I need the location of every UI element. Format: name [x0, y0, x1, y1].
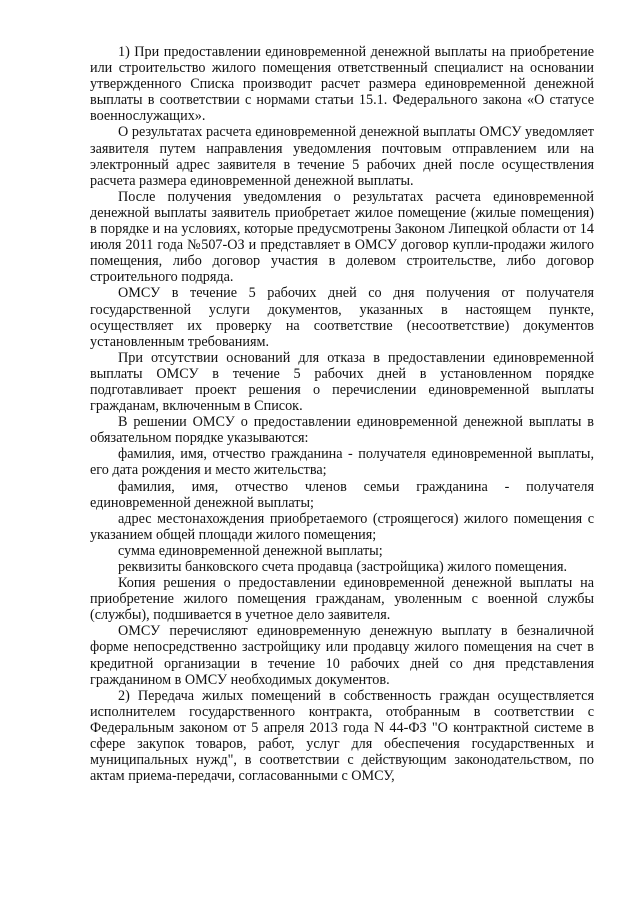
paragraph-calculation-notice: О результатах расчета единовременной денежной выплаты ОМСУ уведомляет заявителя путем направления уведомления почтовым отправлением или на электронный адрес заявителя в течение 5 рабочих дней после осуществления расчета размера единовременной денежной выплаты.	[90, 124, 594, 189]
paragraph-decision-contents: В решении ОМСУ о предоставлении единовременной денежной выплаты в обязательном порядке указываются:	[90, 414, 594, 447]
list-item-family-members: фамилия, имя, отчество членов семьи гражданина - получателя единовременной денежной выплаты;	[90, 478, 594, 511]
list-item-property-address: адрес местонахождения приобретаемого (строящегося) жилого помещения с указанием общей площади жилого помещения;	[90, 510, 594, 543]
document-page	[90, 44, 594, 784]
paragraph-housing-transfer: 2) Передача жилых помещений в собственность граждан осуществляется исполнителем государственного контракта, отобранным в соответствии с Федеральным законом от 5 апреля 2013 года N 44-ФЗ "О контрактной системе в сфере закупок товаров, работ, услуг для обеспечения государственных и муниципальных нужд", в соответствии с действующим законодательством, по актам приема-передачи, согласованными с ОМСУ,	[90, 687, 594, 785]
paragraph-lump-sum-calculation: 1) При предоставлении единовременной денежной выплаты на приобретение или строительство жилого помещения ответственный специалист на основании утвержденного Списка производит расчет размера единовременной денежной выплаты в соответствии с нормами статьи 15.1. Федерального закона «О статусе военнослужащих».	[90, 44, 594, 125]
list-item-bank-details: реквизиты банковского счета продавца (застройщика) жилого помещения.	[118, 559, 568, 575]
list-item-recipient-name: фамилия, имя, отчество гражданина - получателя единовременной выплаты, его дата рождения и место жительства;	[90, 446, 594, 479]
paragraph-decision-copy: Копия решения о предоставлении единовременной денежной выплаты на приобретение жилого помещения гражданам, уволенным с военной службы (службы), подшивается в учетное дело заявителя.	[90, 575, 594, 624]
paragraph-document-check: ОМСУ в течение 5 рабочих дней со дня получения от получателя государственной услуги документов, указанных в настоящем пункте, осуществляет их проверку на соответствие (несоответствие) документов установленным требованиям.	[90, 285, 594, 350]
paragraph-payment-transfer: ОМСУ перечисляют единовременную денежную выплату в безналичной форме непосредственно застройщику или продавцу жилого помещения на счет в кредитной организации в течение 10 рабочих дней со дня представления гражданином в ОМСУ необходимых документов.	[90, 623, 594, 688]
paragraph-housing-purchase: После получения уведомления о результатах расчета единовременной денежной выплаты заявитель приобретает жилое помещение (жилые помещения) в порядке и на условиях, которые предусмотрены Законом Липецкой области от 14 июля 2011 года №507-ОЗ и представляет в ОМСУ договор купли-продажи жилого помещения, либо договор участия в долевом строительстве, либо договор строительного подряда.	[90, 188, 594, 286]
paragraph-draft-decision: При отсутствии оснований для отказа в предоставлении единовременной выплаты ОМСУ в течение 5 рабочих дней в установленном порядке подготавливает проект решения о перечислении единовременной выплаты гражданам, включенным в Список.	[90, 349, 594, 415]
list-item-payment-amount: сумма единовременной денежной выплаты;	[118, 542, 383, 559]
